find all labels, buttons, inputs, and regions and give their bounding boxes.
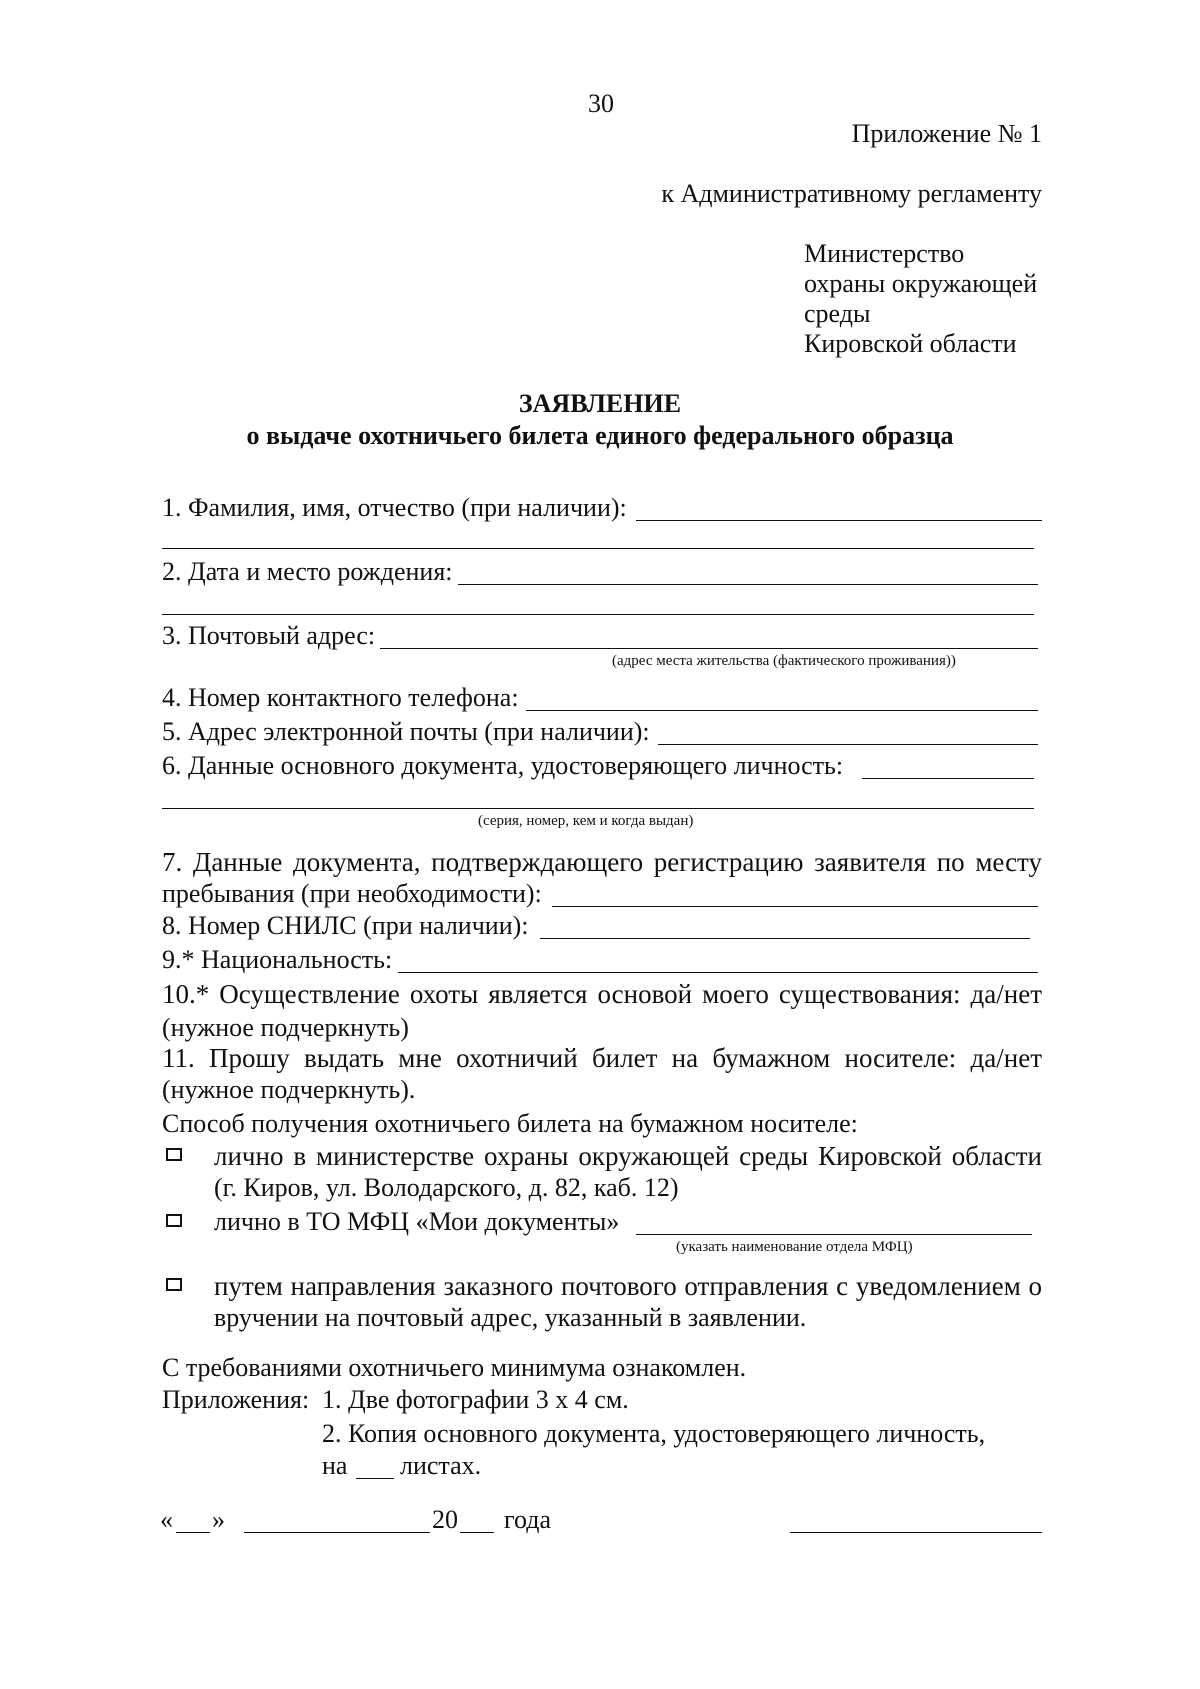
field-full-name-label: 1. Фамилия, имя, отчество (при наличии): [162,493,627,522]
appendix-label: Приложение № 1 [851,119,1042,148]
century-prefix: 20 [432,1505,458,1534]
field-id-document-label: 6. Данные основного документа, удостоверяющего личность: [162,751,844,780]
attachment-item: 2. Копия основного документа, удостоверяющего личность, [322,1419,986,1448]
year-input[interactable] [460,1508,494,1533]
registration-input[interactable] [552,882,1038,907]
document-title: ЗАЯВЛЕНИЕ [518,389,682,418]
date-open-quote: « [160,1505,173,1534]
attachment-sheets-post: листах. [400,1451,482,1480]
address-hint: (адрес места жительства (фактического проживания)) [612,653,956,669]
nationality-input[interactable] [398,948,1038,973]
mfc-department-input[interactable] [636,1210,1032,1235]
underline-note: (нужное подчеркнуть). [162,1075,416,1104]
sheets-count-input[interactable] [356,1454,394,1479]
regulation-label: к Административному регламенту [661,179,1042,208]
page-number: 30 [588,89,614,118]
field-registration-label-cont: пребывания (при необходимости): [162,879,542,908]
receipt-option-ministry: лично в министерстве охраны окружающей среды Кировской области [214,1141,1042,1171]
field-hunting-basis: 10.* Осуществление охоты является основой моего существования: да/нет [162,979,1042,1009]
field-birth-label: 2. Дата и место рождения: [162,557,453,586]
field-address-label: 3. Почтовый адрес: [162,621,376,650]
date-close-quote: » [212,1505,225,1534]
receipt-option-ministry-address: (г. Киров, ул. Володарского, д. 82, каб. 12) [214,1173,679,1202]
id-document-continuation-input[interactable] [162,784,1034,809]
birth-date-place-input[interactable] [458,560,1038,585]
mfc-hint: (указать наименование отдела МФЦ) [676,1239,913,1255]
attachment-sheets-pre: на [322,1451,348,1480]
field-email-label: 5. Адрес электронной почты (при наличии): [162,717,650,746]
receipt-option-mail: путем направления заказного почтового отправления с уведомлением о [214,1271,1042,1301]
attachments-label: Приложения: [162,1385,310,1414]
field-registration-label: 7. Данные документа, подтверждающего регистрацию заявителя по месту [162,847,1042,877]
receipt-option-mail-cont: вручении на почтовый адрес, указанный в заявлении. [214,1303,807,1332]
field-paper-ticket: 11. Прошу выдать мне охотничий билет на бумажном носителе: да/нет [162,1043,1042,1073]
snils-input[interactable] [540,914,1030,939]
addressee-line: среды [804,299,871,328]
checkbox-icon[interactable] [166,1214,182,1227]
field-snils-label: 8. Номер СНИЛС (при наличии): [162,911,529,940]
email-input[interactable] [658,720,1038,745]
receipt-option-mfc: лично в ТО МФЦ «Мои документы» [214,1207,620,1236]
year-word: года [504,1505,552,1534]
underline-note: (нужное подчеркнуть) [162,1013,409,1042]
full-name-continuation-input[interactable] [162,524,1034,549]
addressee-line: Министерство [804,239,965,268]
full-name-input[interactable] [636,496,1042,521]
field-phone-label: 4. Номер контактного телефона: [162,683,519,712]
month-input[interactable] [244,1508,430,1533]
postal-address-input[interactable] [380,624,1038,649]
signature-input[interactable] [790,1508,1042,1533]
field-nationality-label: 9.* Национальность: [162,945,393,974]
addressee-line: охраны окружающей [804,269,1038,298]
addressee-line: Кировской области [804,329,1017,358]
id-document-hint: (серия, номер, кем и когда выдан) [478,813,694,829]
attachment-item: 1. Две фотографии 3 х 4 см. [322,1385,629,1414]
checkbox-icon[interactable] [166,1148,182,1161]
birth-continuation-input[interactable] [162,590,1034,615]
receipt-heading: Способ получения охотничьего билета на бумажном носителе: [162,1109,858,1138]
id-document-input[interactable] [862,754,1034,779]
checkbox-icon[interactable] [166,1278,182,1291]
day-input[interactable] [176,1508,210,1533]
acknowledgement: С требованиями охотничьего минимума ознакомлен. [162,1353,747,1382]
document-subtitle: о выдаче охотничьего билета единого федерального образца [246,421,954,450]
phone-input[interactable] [526,686,1038,711]
